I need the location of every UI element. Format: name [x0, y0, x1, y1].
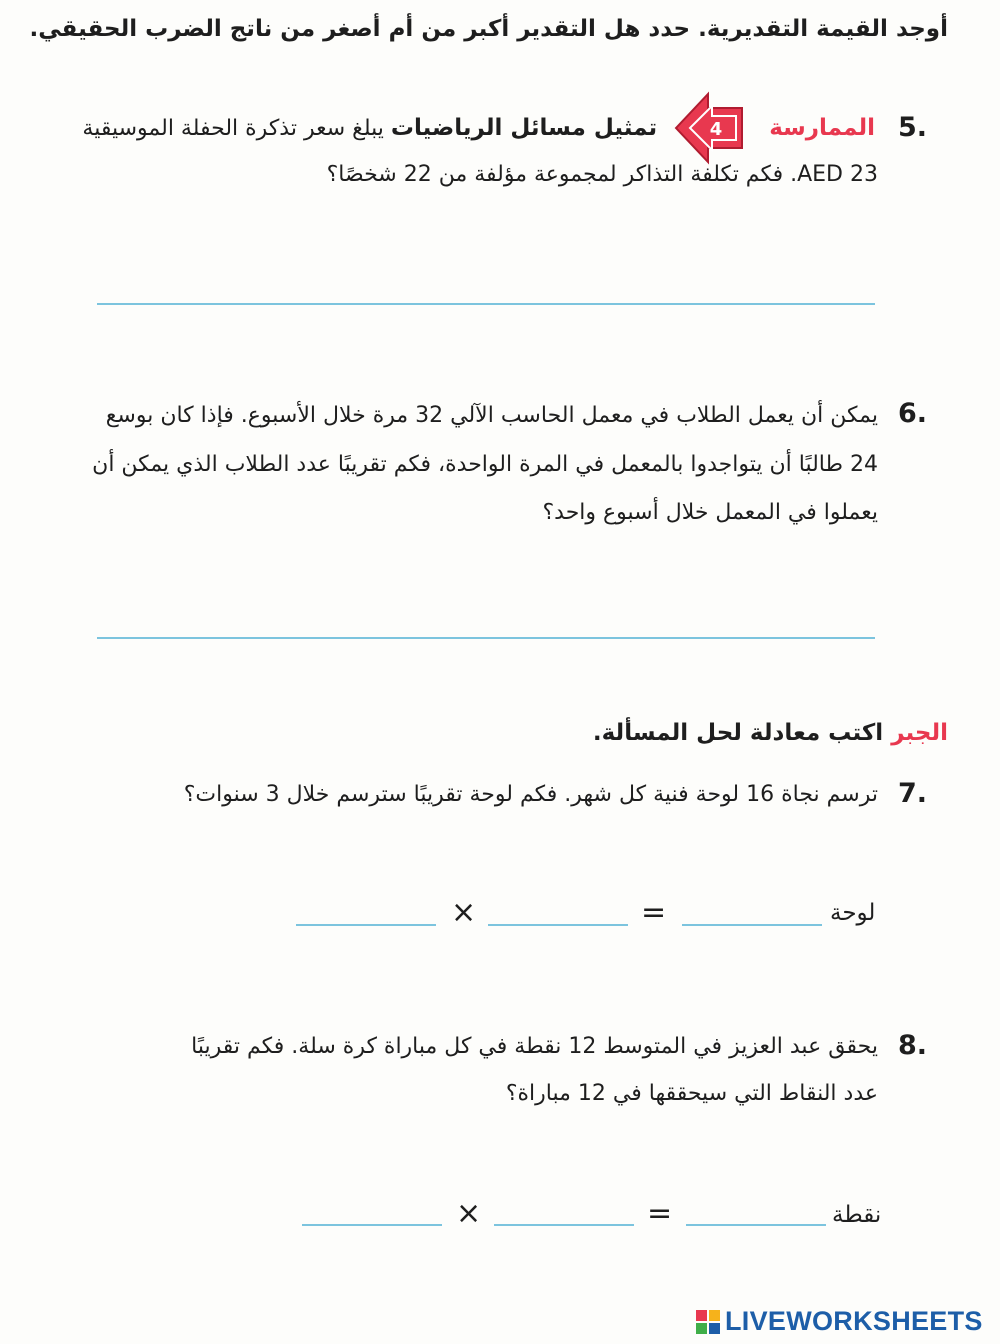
question-8-equals-sign: =: [647, 1196, 673, 1231]
question-8-line2: عدد النقاط التي سيحققها في 12 مباراة؟: [505, 1081, 878, 1106]
question-6-answer-line[interactable]: [97, 637, 875, 639]
question-6-line3: يعملوا في المعمل خلال أسبوع واحد؟: [542, 500, 878, 525]
practice-badge-arrow-icon: [672, 88, 748, 168]
question-8-times-sign: ×: [456, 1196, 482, 1231]
question-7-blank-factor2[interactable]: [488, 924, 628, 926]
question-7-number: 7.: [898, 778, 928, 809]
question-6-line2: 24 طالبًا أن يتواجدوا بالمعمل في المرة الواحدة، فكم تقريبًا عدد الطلاب الذي يمكن أن: [92, 452, 878, 477]
question-8-blank-result[interactable]: [686, 1224, 826, 1226]
liveworksheets-brand: LIVEWORKSHEETS: [725, 1306, 983, 1336]
question-8-blank-factor1[interactable]: [302, 1224, 442, 1226]
algebra-instruction: اكتب معادلة لحل المسألة.: [592, 720, 884, 746]
question-5-text-part1: يبلغ سعر تذكرة الحفلة الموسيقية: [82, 116, 384, 141]
algebra-label: الجبر: [891, 720, 948, 746]
instructions-heading: أوجد القيمة التقديرية. حدد هل التقدير أكبر من أم أصغر من ناتج الضرب الحقيقي.: [29, 16, 948, 42]
question-5-number: 5.: [898, 112, 928, 143]
question-8-line1: يحقق عبد العزيز في المتوسط 12 نقطة في كل مباراة كرة سلة. فكم تقريبًا: [191, 1034, 878, 1059]
question-7-unit: لوحة: [830, 900, 876, 926]
question-7-blank-factor1[interactable]: [296, 924, 436, 926]
question-8-blank-factor2[interactable]: [494, 1224, 634, 1226]
skill-label: تمثيل مسائل الرياضيات: [390, 115, 658, 141]
question-7-times-sign: ×: [451, 895, 477, 930]
question-8-unit: نقطة: [832, 1202, 882, 1228]
question-6-line1: يمكن أن يعمل الطلاب في معمل الحاسب الآلي 32 مرة خلال الأسبوع. فإذا كان بوسع: [105, 403, 878, 428]
badge-number: 4: [709, 119, 723, 140]
liveworksheets-footer[interactable]: [696, 1306, 983, 1337]
algebra-section-heading: [593, 720, 948, 746]
question-7-blank-result[interactable]: [682, 924, 822, 926]
liveworksheets-logo-icon: [696, 1310, 720, 1334]
question-6-number: 6.: [898, 398, 928, 429]
question-7-text: ترسم نجاة 16 لوحة فنية كل شهر. فكم لوحة تقريبًا سترسم خلال 3 سنوات؟: [183, 782, 878, 807]
question-5-answer-line[interactable]: [97, 303, 875, 305]
question-5-line1: [82, 115, 875, 141]
question-7-equals-sign: =: [641, 895, 667, 930]
practice-label: الممارسة: [769, 115, 875, 141]
question-5-line2: AED 23. فكم تكلفة التذاكر لمجموعة مؤلفة من 22 شخصًا؟: [326, 162, 878, 187]
question-8-number: 8.: [898, 1030, 928, 1061]
